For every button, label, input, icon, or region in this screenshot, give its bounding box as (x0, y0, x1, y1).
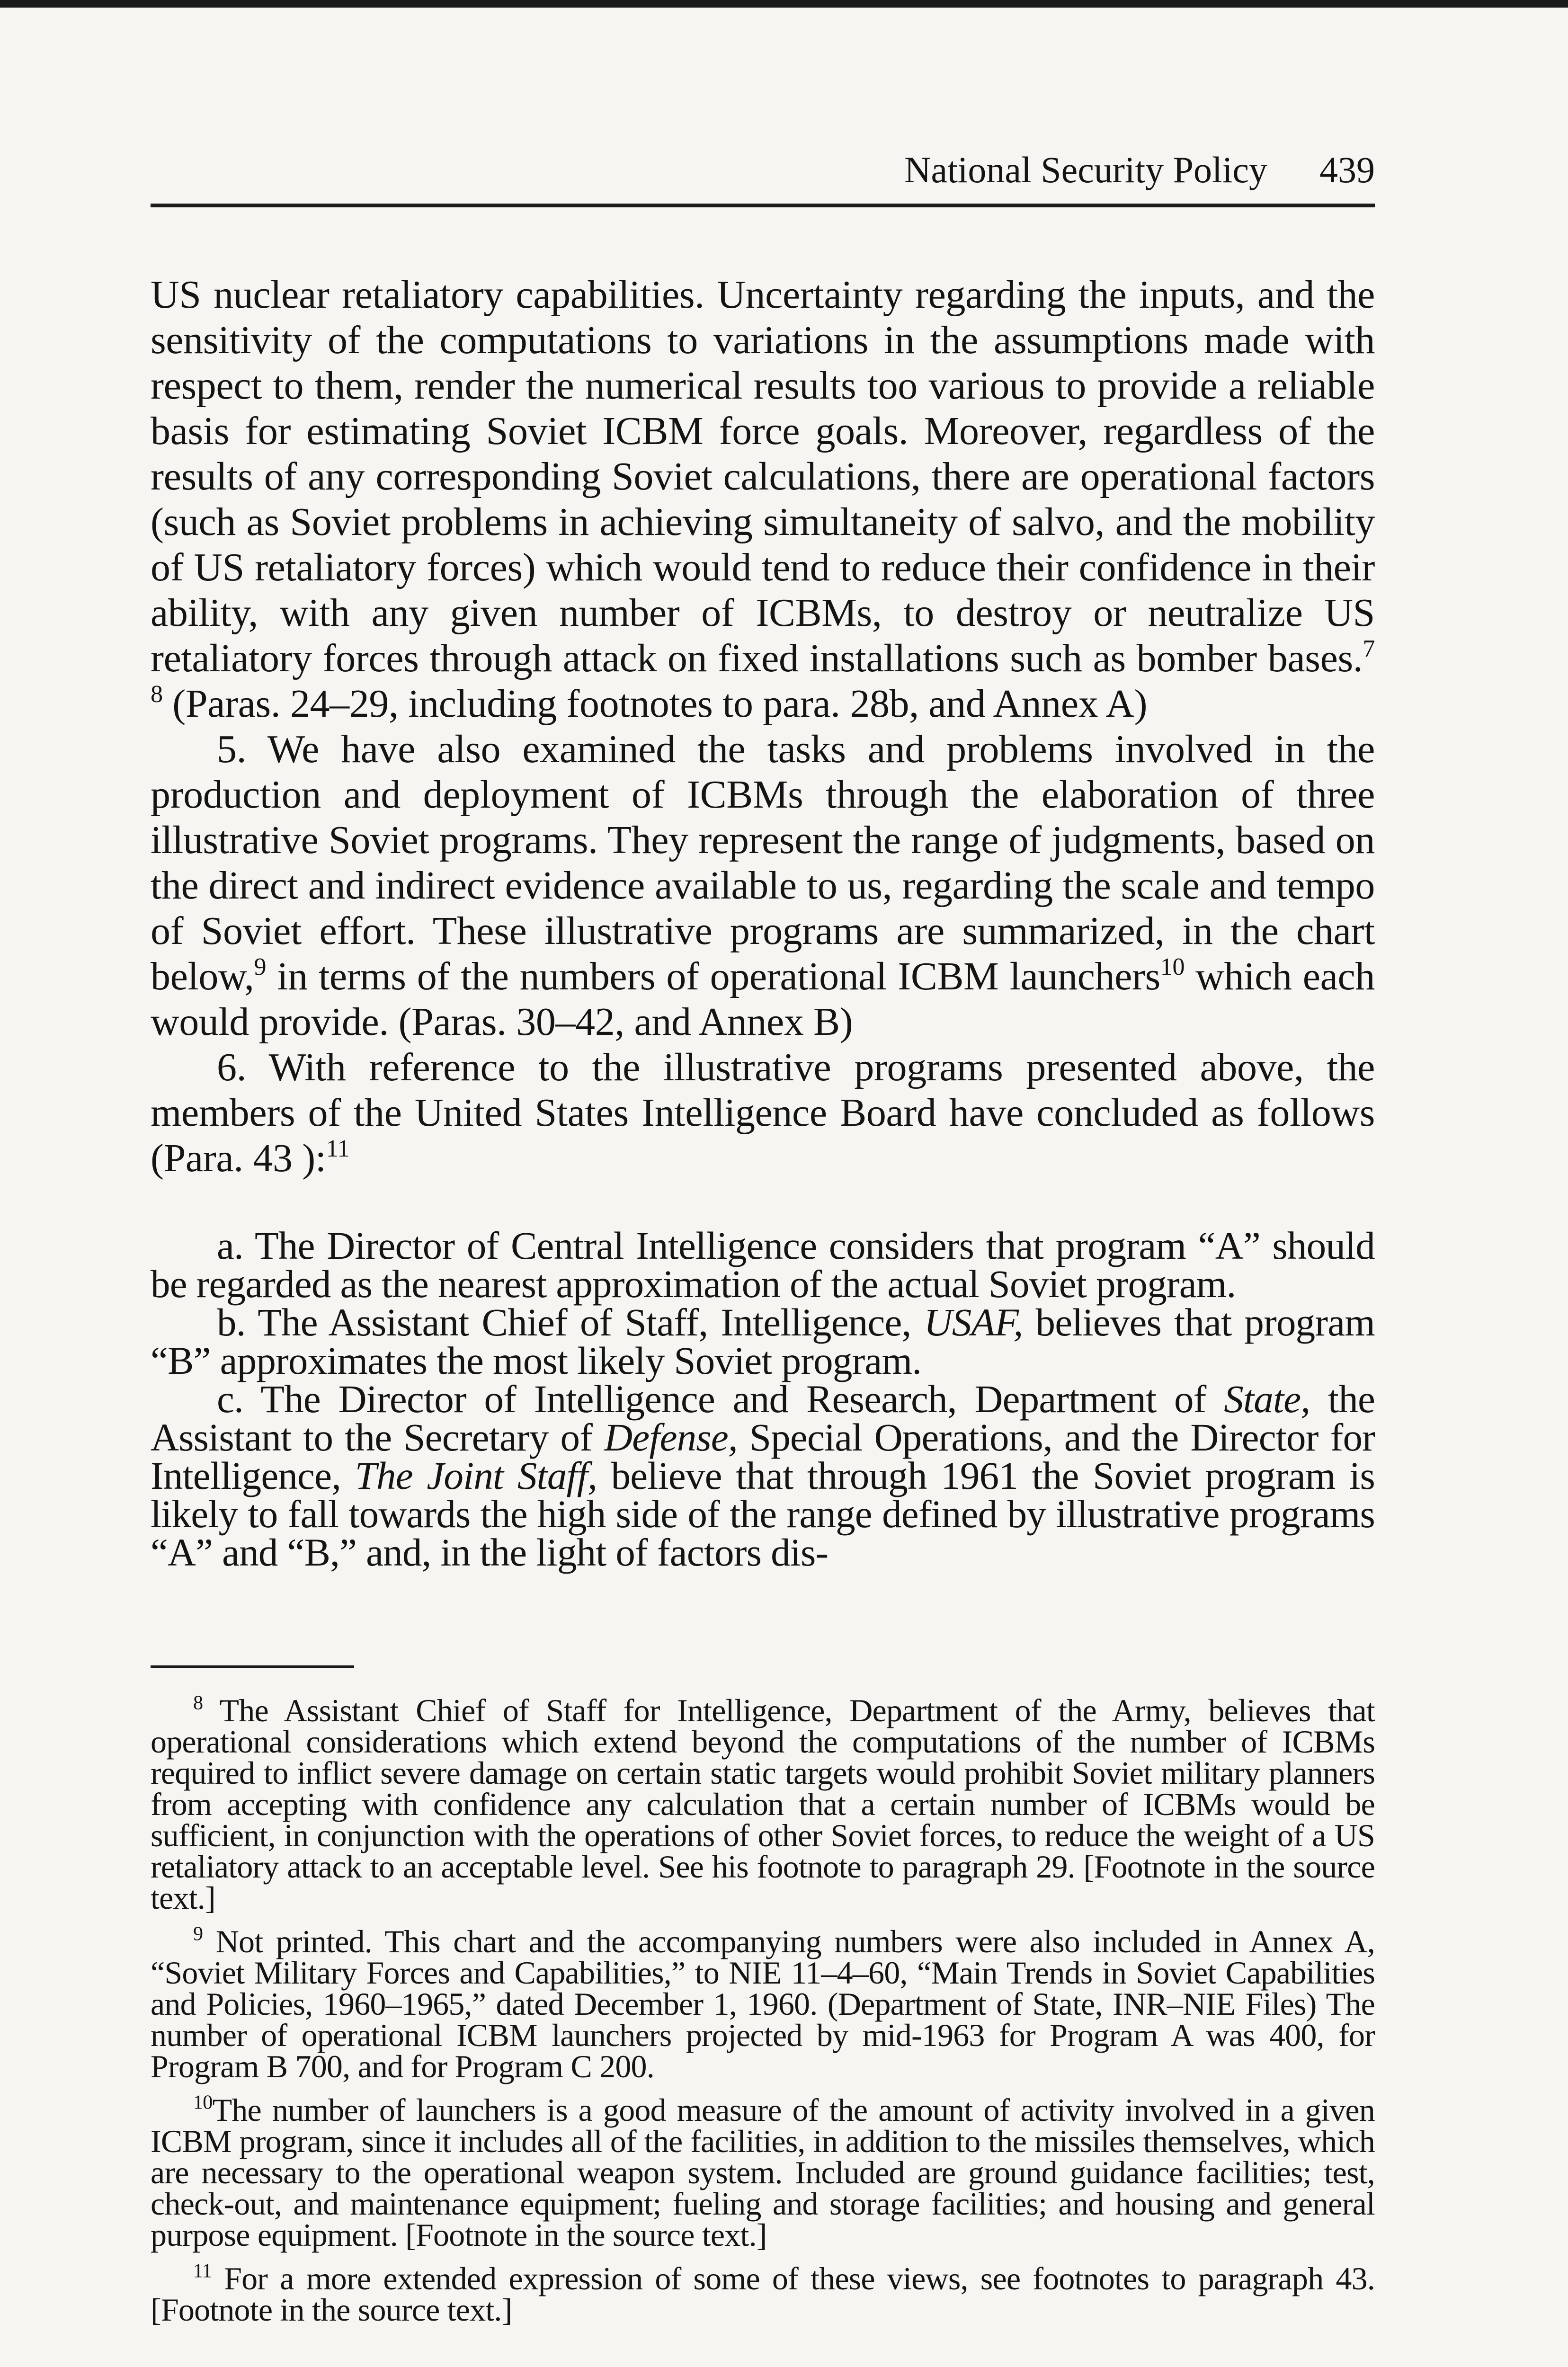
footnote-ref: 11 (326, 1135, 350, 1162)
footnote-ref: 7 8 (151, 635, 1375, 708)
footnote-10: $^{10}$The number of launchers is a good measure of the amount of activity involved in a given ICBM program, since it includes all of the facilities, in addition to the missiles themselves, which are necessary to the operational weapon system. Included are ground guidance facilities; test, check-out, and maintenance equipment; fueling and storage facilities; and housing and general purpose equipment. [Footnote in the source text.] (151, 2091, 1375, 2253)
paragraph-continuation: US nuclear retaliatory capabilities. Uncertainty regarding the inputs, and the sensitivity of the computations to variations in the assumptions made with respect to them, render the numerical results too various to provide a reliable basis for estimating Soviet ICBM force goals. Moreover, regardless of the results of any corresponding Soviet calculations, there are operational factors (such as Soviet problems in achieving simultaneity of salvo, and the mobility of US retaliatory forces) which would tend to reduce their confidence in their ability, with any given number of ICBMs, to destroy or neutralize US retaliatory forces through attack on fixed installations such as bomber bases.$^{7 8}$ (Paras. 24–29, including footnotes to para. 28b, and Annex A) (151, 273, 1375, 726)
subparagraph-list (151, 1224, 1375, 1574)
footnote-ref: 9 (254, 953, 267, 980)
header-title: National Security Policy (904, 149, 1267, 190)
header-rule (151, 204, 1375, 207)
footnote-ref: 10 (1160, 953, 1185, 980)
page-number: 439 (1319, 149, 1375, 190)
footnote-rule (151, 1665, 354, 1668)
paragraph-6: 6. With reference to the illustrative programs presented above, the members of the United States Intelligence Board have concluded as follows (Para. 43 ):$^{11}$ (151, 1045, 1375, 1180)
running-header (151, 151, 1375, 188)
paragraph-5: 5. We have also examined the tasks and problems involved in the production and deployment of ICBMs through the elaboration of three illustrative Soviet programs. They represent the range of judgments, based on the direct and indirect evidence available to us, regarding the scale and tempo of Soviet effort. These illustrative programs are summarized, in the chart below,$^9$ in terms of the numbers of operational ICBM launchers$^{10}$ which each would provide. (Paras. 30–42, and Annex B) (151, 727, 1375, 1044)
subparagraph-a: a. The Director of Central Intelligence considers that program “A” should be regarded as the nearest approximation of the actual Soviet program. (151, 1224, 1375, 1306)
footnote-11: $^{11}$ For a more extended expression of some of these views, see footnotes to paragraph 43. [Footnote in the source text.] (151, 2260, 1375, 2328)
footnote-8: $^8$ The Assistant Chief of Staff for Intelligence, Department of the Army, believes that operational considerations which extend beyond the computations of the number of ICBMs required to inflict severe damage on certain static targets would prohibit Soviet military planners from accepting with confidence any calculation that a certain number of ICBMs would be sufficient, in conjunction with the operations of other Soviet forces, to reduce the weight of a US retaliatory attack to an acceptable level. See his footnote to paragraph 29. [Footnote in the source text.] (151, 1691, 1375, 1916)
footnotes (151, 1691, 1375, 2338)
footnote-9: $^9$ Not printed. This chart and the accompanying numbers were also included in Annex A, “Soviet Military Forces and Capabilities,” to NIE 11–4–60, “Main Trends in Soviet Capabilities and Policies, 1960–1965,” dated December 1, 1960. (Department of State, INR–NIE Files) The number of operational ICBM launchers projected by mid-1963 for Program A was 400, for Program B 700, and for Program C 200. (151, 1922, 1375, 2084)
main-text (151, 272, 1375, 1572)
subparagraph-c: c. The Director of Intelligence and Research, Department of State, the Assistant to the Secretary of Defense, Special Operations, and the Director for Intelligence, The Joint Staff, believe that through 1961 the Soviet program is likely to fall towards the high side of the range defined by illustrative programs “A” and “B,” and, in the light of factors dis- (151, 1377, 1375, 1574)
subparagraph-b: b. The Assistant Chief of Staff, Intelligence, USAF, believes that program “B” approximates the most likely Soviet program. (151, 1300, 1375, 1382)
scan-top-edge (0, 0, 1568, 8)
